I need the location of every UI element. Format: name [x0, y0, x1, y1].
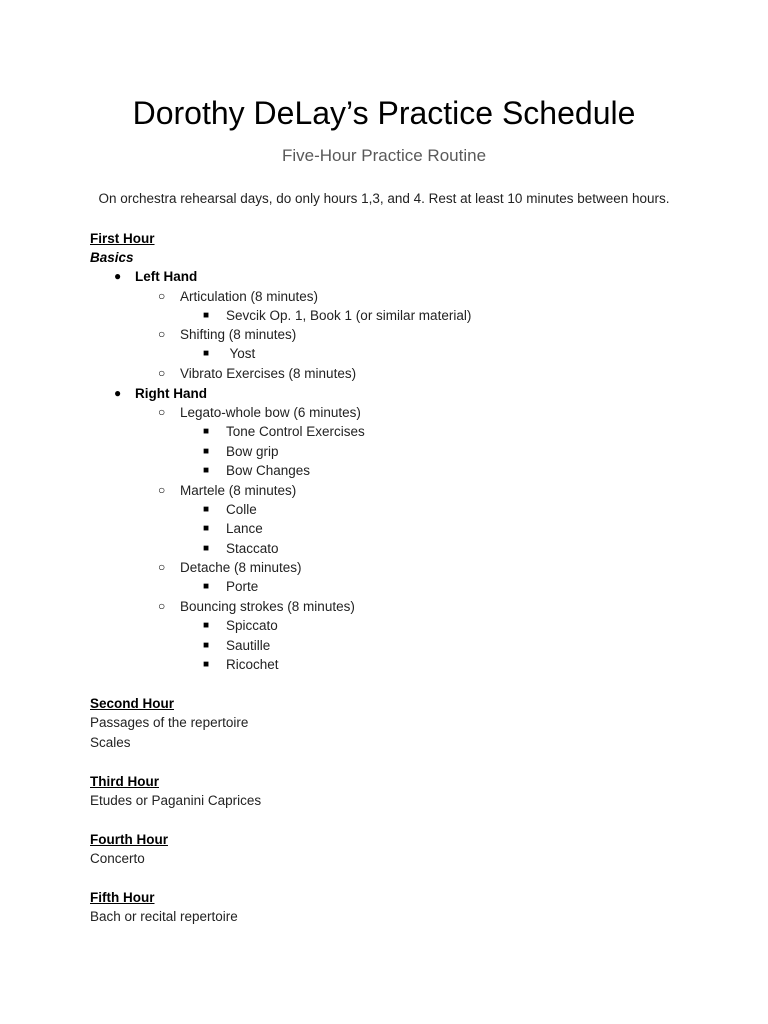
list-item-sevcik: Sevcik Op. 1, Book 1 (or similar material)	[226, 308, 472, 323]
bullet-level2: ○	[158, 560, 166, 574]
intro-paragraph: On orchestra rehearsal days, do only hours 1,3, and 4. Rest at least 10 minutes between hours.	[98, 191, 670, 206]
list-item-shifting: Shifting (8 minutes)	[180, 327, 297, 342]
second-hour-line: Scales	[90, 735, 131, 750]
first-hour-heading: First Hour	[90, 231, 155, 246]
fourth-hour-line: Concerto	[90, 851, 145, 866]
bullet-level1: ●	[114, 269, 122, 283]
bullet-level2: ○	[158, 366, 166, 380]
fifth-hour-line: Bach or recital repertoire	[90, 909, 238, 924]
bullet-level3: ■	[203, 659, 210, 670]
right-hand-label: Right Hand	[135, 386, 207, 401]
list-item-ricochet: Ricochet	[226, 657, 279, 672]
list-item-bow-changes: Bow Changes	[226, 463, 311, 478]
list-item-yost: Yost	[226, 346, 256, 361]
bullet-level3: ■	[203, 348, 210, 359]
bullet-level3: ■	[203, 620, 210, 631]
bullet-level2: ○	[158, 483, 166, 497]
second-hour-heading: Second Hour	[90, 696, 175, 711]
bullet-level2: ○	[158, 327, 166, 341]
list-item-vibrato: Vibrato Exercises (8 minutes)	[180, 366, 357, 381]
bullet-level2: ○	[158, 599, 166, 613]
list-item-sautille: Sautille	[226, 638, 271, 653]
fifth-hour-heading: Fifth Hour	[90, 890, 155, 905]
second-hour-line: Passages of the repertoire	[90, 715, 249, 730]
bullet-level3: ■	[203, 543, 210, 554]
bullet-level3: ■	[203, 446, 210, 457]
list-item-legato: Legato-whole bow (6 minutes)	[180, 405, 361, 420]
bullet-level3: ■	[203, 426, 210, 437]
bullet-level3: ■	[203, 640, 210, 651]
third-hour-line: Etudes or Paganini Caprices	[90, 793, 262, 808]
bullet-level2: ○	[158, 405, 166, 419]
list-item-spiccato: Spiccato	[226, 618, 278, 633]
bullet-level3: ■	[203, 504, 210, 515]
list-item-staccato: Staccato	[226, 541, 279, 556]
list-item-detache: Detache (8 minutes)	[180, 560, 302, 575]
fourth-hour-heading: Fourth Hour	[90, 832, 168, 847]
list-item-porte: Porte	[226, 579, 259, 594]
bullet-level3: ■	[203, 310, 210, 321]
list-item-bouncing: Bouncing strokes (8 minutes)	[180, 599, 355, 614]
bullet-level3: ■	[203, 465, 210, 476]
left-hand-label: Left Hand	[135, 269, 198, 284]
list-item-bow-grip: Bow grip	[226, 444, 279, 459]
bullet-level3: ■	[203, 581, 210, 592]
document-title: Dorothy DeLay’s Practice Schedule	[132, 95, 636, 131]
basics-subheading: Basics	[90, 250, 134, 265]
list-item-colle: Colle	[226, 502, 257, 517]
bullet-level2: ○	[158, 289, 166, 303]
third-hour-heading: Third Hour	[90, 774, 159, 789]
list-item-lance: Lance	[226, 521, 263, 536]
list-item-martele: Martele (8 minutes)	[180, 483, 297, 498]
document-subtitle: Five-Hour Practice Routine	[281, 146, 487, 165]
bullet-level1: ●	[114, 386, 122, 400]
list-item-articulation: Articulation (8 minutes)	[180, 289, 319, 304]
list-item-tone-control: Tone Control Exercises	[226, 424, 365, 439]
bullet-level3: ■	[203, 523, 210, 534]
